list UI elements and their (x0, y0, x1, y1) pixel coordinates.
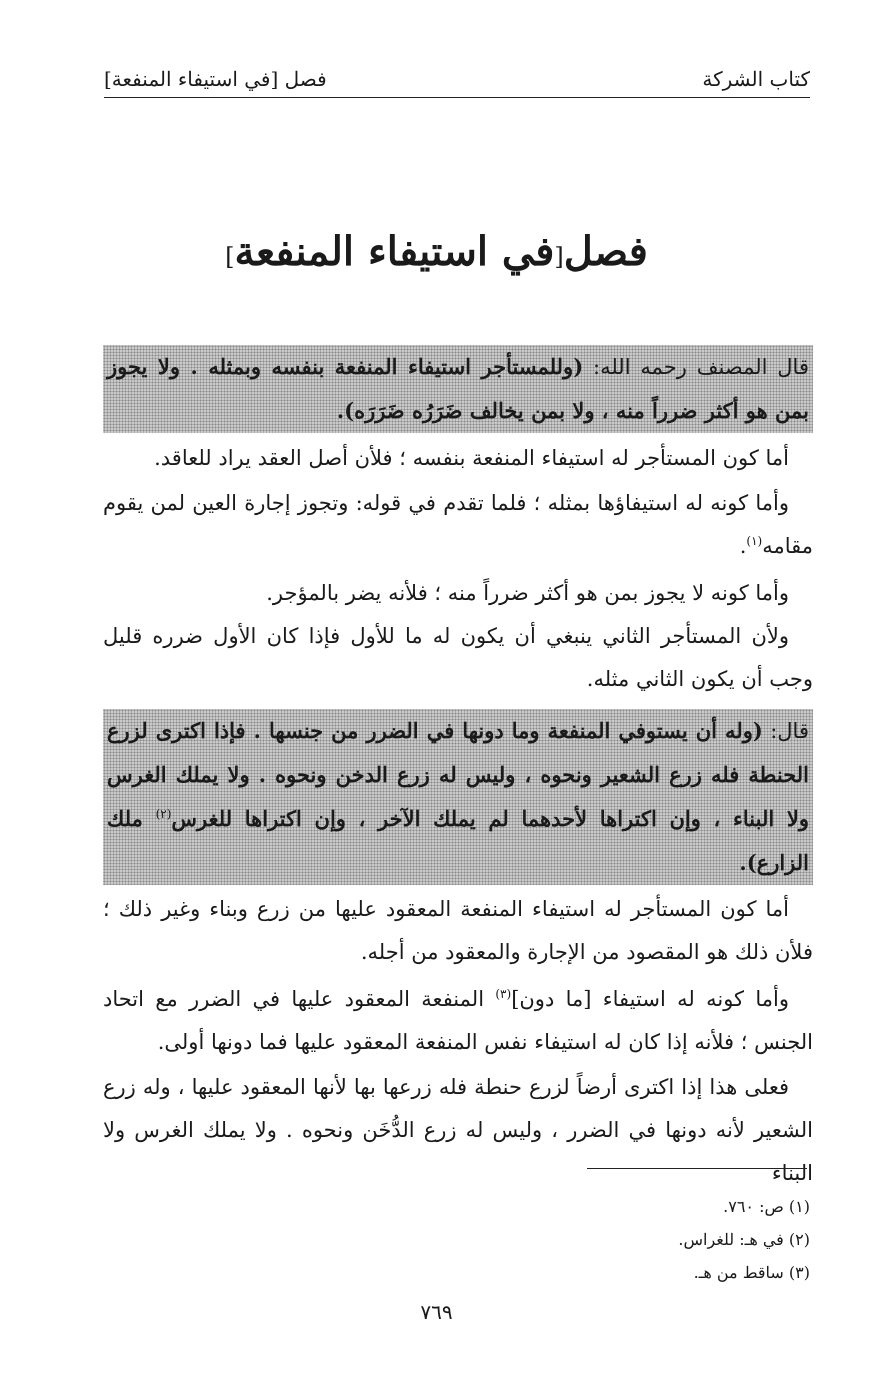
quote-matn-a: (وله أن يستوفي المنفعة وما دونها في الضرر من جنسها . فإذا اكترى لزرع الحنطة فله زرع الشعير ونحوه ، وليس له زرع الدخن ونحوه . ولا يملك الغرس ولا البناء ، وإن اكتراها لأحدهما لم يملك الآخر ، وإن اكتراها للغرس (107, 718, 809, 831)
paragraph-2-text: وأما كونه له استيفاؤها بمثله ؛ فلما تقدم في قوله: وتجوز إجارة العين لمن يقوم مقامه (103, 491, 813, 558)
footnote-ref-2: (٢) (155, 807, 172, 821)
footnote-2: (٢) في هـ: للغراس. (678, 1230, 810, 1249)
quote-lead: قال: (762, 719, 809, 743)
chapter-bracket-close: ] (225, 243, 235, 271)
paragraph-1: أما كون المستأجر له استيفاء المنفعة بنفسه ؛ فلأن أصل العقد يراد للعاقد. (154, 446, 789, 470)
footnote-divider (587, 1168, 807, 1169)
paragraph-6 (103, 978, 813, 1064)
paragraph-7: فعلى هذا إذا اكترى أرضاً لزرع حنطة فله زرعها بها لأنها المعقود عليها ، وله زرع الشعير لأنه دونها في الضرر ، وليس له زرع الدُّخَن ونحوه . ولا يملك الغرس ولا البناء (103, 1075, 813, 1185)
footnote-ref-1: (١) (746, 534, 763, 548)
chapter-prefix: فصل (563, 228, 648, 275)
header-section-title: فصل [في استيفاء المنفعة] (104, 67, 327, 91)
paragraph-3: وأما كونه لا يجوز بمن هو أكثر ضرراً منه ؛ فلأنه يضر بالمؤجر. (266, 581, 789, 605)
quote-matn-b: ملك الزارع). (107, 806, 809, 875)
chapter-title (0, 222, 873, 287)
matn-quote-2 (103, 709, 813, 885)
chapter-bracket-open: [ (554, 243, 564, 271)
quote-matn: (وللمستأجر استيفاء المنفعة بنفسه وبمثله . ولا يجوز بمن هو أكثر ضرراً منه ، ولا بمن يخالف ضَرَرُه ضَرَرَه). (107, 354, 809, 423)
footnote-1: (١) ص: ٧٦٠. (723, 1197, 810, 1216)
quote-lead: قال المصنف رحمه الله: (583, 355, 809, 379)
chapter-title-text: في استيفاء المنفعة (234, 228, 555, 275)
page-number: ٧٦٩ (420, 1300, 453, 1324)
footnote-ref-3: (٣) (495, 987, 512, 1001)
paragraph-2 (103, 482, 813, 568)
footnotes (300, 1190, 810, 1289)
paragraph-5: أما كون المستأجر له استيفاء المنفعة المعقود عليها من زرع وبناء وغير ذلك ؛ فلأن ذلك هو المقصود من الإجارة والمعقود من أجله. (103, 897, 813, 964)
running-header (104, 58, 810, 98)
footnote-3: (٣) ساقط من هـ. (693, 1263, 810, 1282)
paragraph-6-text-b: المنفعة المعقود عليها في الضرر مع اتحاد الجنس ؛ فلأنه إذا كان له استيفاء نفس المنفعة المعقود عليها فما دونها أولى. (103, 987, 813, 1054)
paragraph-6-text-a: وأما كونه له استيفاء [ما دون] (511, 987, 789, 1011)
matn-quote-1 (103, 345, 813, 433)
paragraph-4: ولأن المستأجر الثاني ينبغي أن يكون له ما للأول فإذا كان الأول ضرره قليل وجب أن يكون الثاني مثله. (103, 624, 813, 691)
paragraph-2-end: . (739, 534, 747, 558)
header-book-title: كتاب الشركة (702, 67, 810, 91)
